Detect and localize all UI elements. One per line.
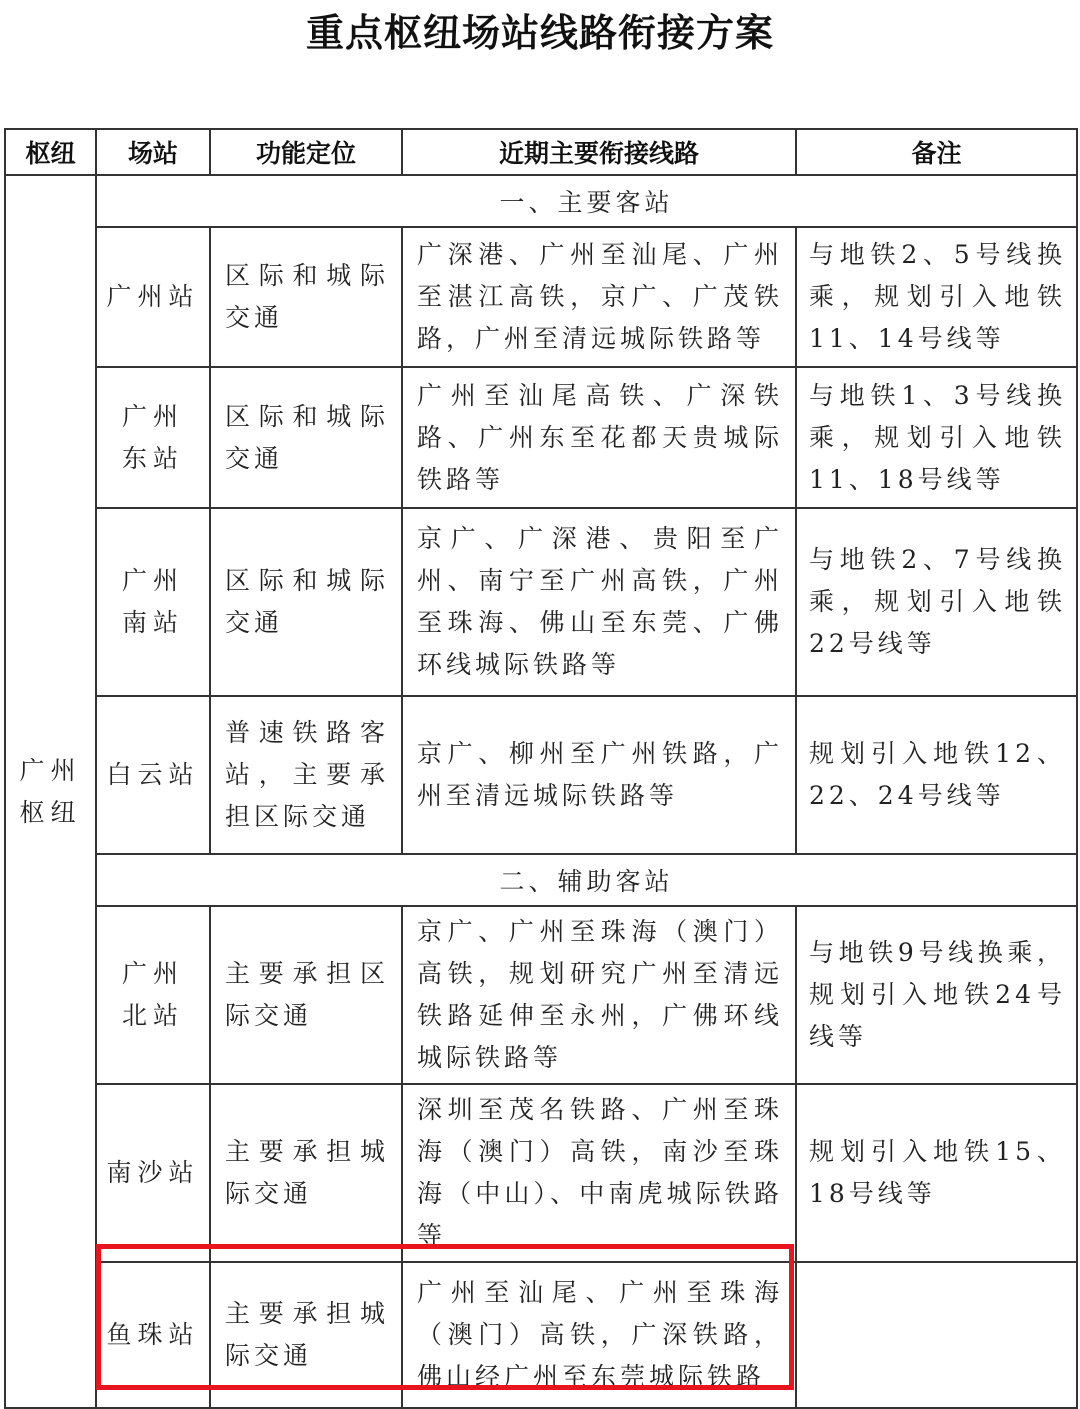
header-station: 场站 [96,129,210,175]
table-row [5,508,1077,696]
hub-cell: 广州枢纽 [5,175,96,1408]
lines-cell: 京广、广州至珠海（澳门）高铁，规划研究广州至清远铁路延伸至永州，广佛环线城际铁路等 [402,906,796,1084]
function-cell: 主要承担城际交通 [210,1262,402,1408]
station-cell: 广州站 [96,227,210,367]
function-cell: 区际和城际交通 [210,227,402,367]
station-cell: 广州东站 [96,367,210,508]
table-row [5,367,1077,508]
lines-cell: 广州至汕尾、广州至珠海（澳门）高铁，广深铁路，佛山经广州至东莞城际铁路 [402,1262,796,1408]
note-cell: 与地铁2、5号线换乘，规划引入地铁11、14号线等 [796,227,1077,367]
header-row [5,129,1077,175]
header-hub: 枢纽 [5,129,96,175]
table-row [5,1084,1077,1262]
lines-cell: 广州至汕尾高铁、广深铁路、广州东至花都天贵城际铁路等 [402,367,796,508]
lines-cell: 广深港、广州至汕尾、广州至湛江高铁，京广、广茂铁路，广州至清远城际铁路等 [402,227,796,367]
section-label: 二、辅助客站 [96,854,1077,906]
function-cell: 区际和城际交通 [210,508,402,696]
note-cell: 与地铁1、3号线换乘，规划引入地铁11、18号线等 [796,367,1077,508]
header-function: 功能定位 [210,129,402,175]
connection-plan-table [4,128,1078,1409]
station-cell: 白云站 [96,696,210,854]
section-row [5,854,1077,906]
function-cell: 区际和城际交通 [210,367,402,508]
section-row [5,175,1077,227]
table-row [5,906,1077,1084]
note-cell [796,1262,1077,1408]
function-cell: 主要承担区际交通 [210,906,402,1084]
page-title: 重点枢纽场站线路衔接方案 [305,11,774,55]
lines-cell: 京广、柳州至广州铁路，广州至清远城际铁路等 [402,696,796,854]
table-row [5,696,1077,854]
function-cell: 主要承担城际交通 [210,1084,402,1262]
header-lines: 近期主要衔接线路 [402,129,796,175]
section-label: 一、主要客站 [96,175,1077,227]
station-cell: 南沙站 [96,1084,210,1262]
station-cell: 广州南站 [96,508,210,696]
note-cell: 与地铁2、7号线换乘，规划引入地铁22号线等 [796,508,1077,696]
table-row [5,1262,1077,1408]
table-row [5,227,1077,367]
header-note: 备注 [796,129,1077,175]
station-cell: 鱼珠站 [96,1262,210,1408]
note-cell: 与地铁9号线换乘，规划引入地铁24号线等 [796,906,1077,1084]
station-cell: 广州北站 [96,906,210,1084]
note-cell: 规划引入地铁15、18号线等 [796,1084,1077,1262]
lines-cell: 京广、广深港、贵阳至广州、南宁至广州高铁，广州至珠海、佛山至东莞、广佛环线城际铁路等 [402,508,796,696]
function-cell: 普速铁路客站，主要承担区际交通 [210,696,402,854]
lines-cell: 深圳至茂名铁路、广州至珠海（澳门）高铁，南沙至珠海（中山）、中南虎城际铁路等 [402,1084,796,1262]
note-cell: 规划引入地铁12、22、24号线等 [796,696,1077,854]
